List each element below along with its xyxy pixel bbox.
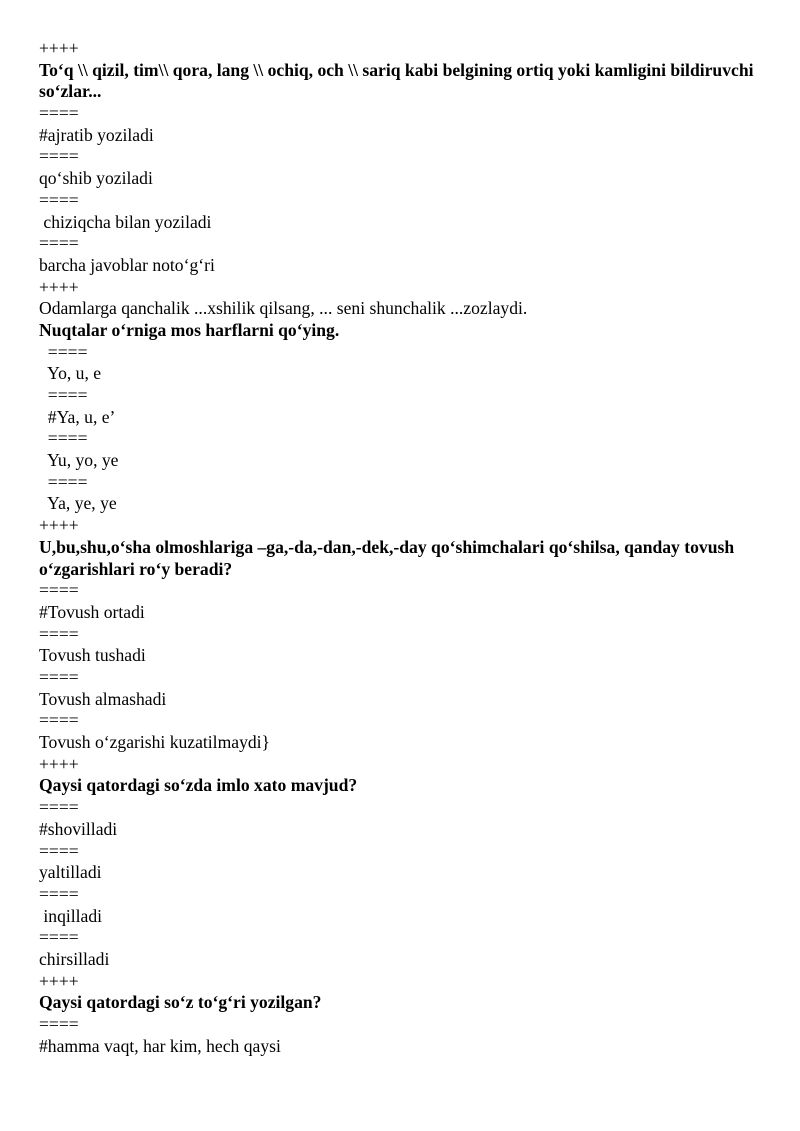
- answer-separator: ====: [39, 710, 79, 731]
- answer-separator: ====: [39, 189, 79, 210]
- question-text: Qaysi qatordagi so‘zda imlo xato mavjud?: [39, 775, 358, 796]
- correct-answer-option: #Tovush ortadi: [39, 601, 145, 622]
- answer-option: inqilladi: [39, 905, 103, 926]
- correct-answer-option: #hamma vaqt, har kim, hech qaysi: [39, 1035, 281, 1056]
- question-text: Nuqtalar o‘rniga mos harflarni qo‘ying.: [39, 319, 340, 340]
- answer-separator: ====: [39, 797, 79, 818]
- answer-separator: ====: [39, 471, 88, 492]
- answer-separator: ====: [39, 580, 79, 601]
- answer-separator: ====: [39, 927, 79, 948]
- answer-separator: ====: [39, 341, 88, 362]
- answer-separator: ====: [39, 428, 88, 449]
- question-separator: ++++: [39, 276, 79, 297]
- answer-option: chiziqcha bilan yoziladi: [39, 211, 212, 232]
- question-text: To‘q \\ qizil, tim\\ qora, lang \\ ochiq, och \\ sariq kabi belgining ortiq yoki kamligini bildiruvchi so‘zlar...: [39, 59, 754, 102]
- question-separator: ++++: [39, 515, 79, 536]
- question-separator: ++++: [39, 970, 79, 991]
- correct-answer-option: #Ya, u, e’: [39, 406, 116, 427]
- answer-option: Yo, u, e: [39, 363, 102, 384]
- answer-option: Tovush almashadi: [39, 688, 167, 709]
- answer-separator: ====: [39, 623, 79, 644]
- answer-separator: ====: [39, 883, 79, 904]
- answer-option: Tovush tushadi: [39, 645, 146, 666]
- correct-answer-option: #ajratib yoziladi: [39, 124, 154, 145]
- answer-option: Yu, yo, ye: [39, 450, 119, 471]
- answer-separator: ====: [39, 233, 79, 254]
- question-separator: ++++: [39, 38, 79, 58]
- answer-separator: ====: [39, 1014, 79, 1035]
- answer-option: qo‘shib yoziladi: [39, 168, 153, 189]
- answer-option: Tovush o‘zgarishi kuzatilmaydi}: [39, 732, 270, 753]
- answer-separator: ====: [39, 103, 79, 124]
- document-page: [39, 38, 759, 1057]
- answer-option: Ya, ye, ye: [39, 493, 117, 514]
- answer-option: yaltilladi: [39, 862, 102, 883]
- correct-answer-option: #shovilladi: [39, 818, 118, 839]
- answer-option: barcha javoblar noto‘g‘ri: [39, 254, 215, 275]
- question-separator: ++++: [39, 753, 79, 774]
- question-text: U,bu,shu,o‘sha olmoshlariga –ga,-da,-dan,-dek,-day qo‘shimchalari qo‘shilsa, qanday tovush o‘zgarishlari ro‘y beradi?: [39, 536, 735, 579]
- answer-separator: ====: [39, 666, 79, 687]
- answer-separator: ====: [39, 146, 79, 167]
- answer-separator: ====: [39, 385, 88, 406]
- answer-option: Odamlarga qanchalik ...xshilik qilsang, ... seni shunchalik ...zozlaydi.: [39, 298, 528, 319]
- answer-separator: ====: [39, 840, 79, 861]
- answer-option: chirsilladi: [39, 948, 110, 969]
- question-text: Qaysi qatordagi so‘z to‘g‘ri yozilgan?: [39, 992, 322, 1013]
